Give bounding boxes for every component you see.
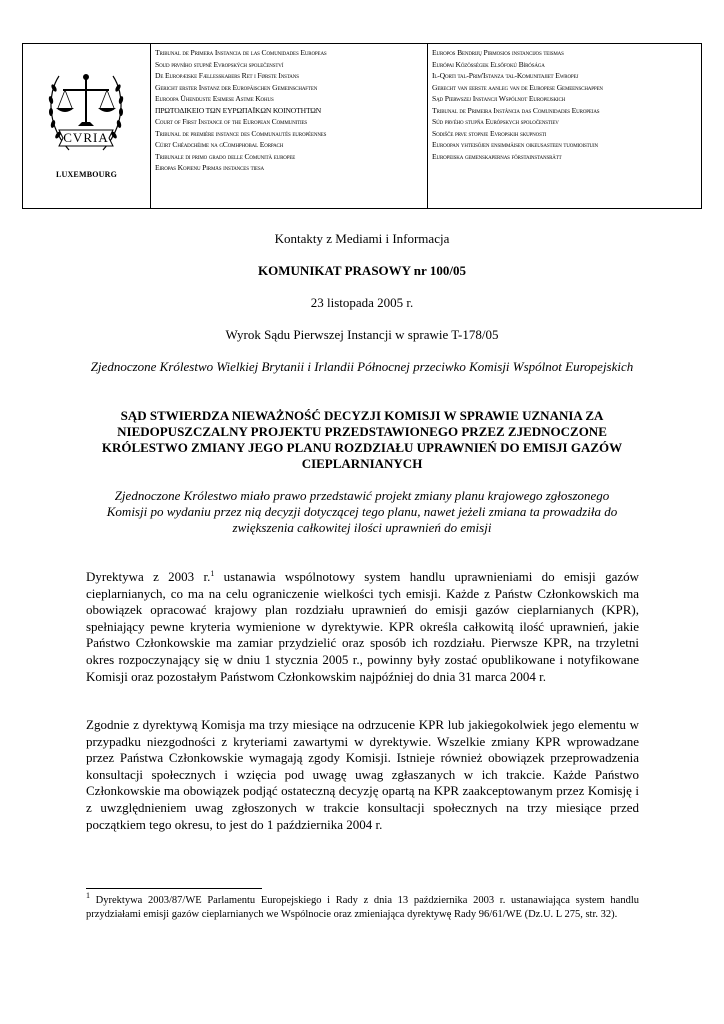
court-names-left: [151, 44, 428, 208]
curia-scales-logo-icon: [45, 64, 127, 166]
footnote-divider: [86, 888, 262, 889]
court-name: Cúirt Chéadchéime na gComhphobal Eorpach: [155, 140, 284, 149]
court-name: ΠΡΩΤΟΔΙΚΕΙΟ ΤΩΝ ΕΥΡΩΠΑΪΚΩΝ ΚΟΙΝΟΤΗΤΩΝ: [155, 105, 322, 115]
press-release-number: KOMUNIKAT PRASOWY nr 100/05: [258, 263, 466, 278]
court-name: Európai Közösségek Elsőfokú Bírósága: [432, 59, 545, 69]
summary: Zjednoczone Królestwo miało prawo przedstawić projekt zmiany planu krajowego zgłoszonego Komisji po wydaniu przez nią decyzji dotyczącej tego planu, nawet jeżeli zmiana ta prowadziła do zwiększenia całkowitej ilości uprawnień do emisji: [106, 488, 618, 535]
case-reference: Wyrok Sądu Pierwszej Instancji w sprawie T-178/05: [225, 327, 499, 342]
court-name: Tribunal de Primera Instancia de las Comunidades Europeas: [155, 48, 327, 57]
court-name: Sodišče prve stopnje Evropskih skupnosti: [432, 128, 547, 138]
footnote-reference: 1: [210, 569, 215, 578]
court-name: Euroopa Ühenduste Esimese Astme Kohus: [155, 94, 274, 103]
court-name: De Europæiske Fællesskabers Ret i Første Instans: [155, 71, 299, 80]
logo-text: CVRIA: [63, 130, 109, 145]
court-names-right: [428, 44, 701, 208]
court-name: Gerecht van eerste aanleg van de Europese Gemeenschappen: [432, 82, 603, 92]
court-name: Soud prvního stupně Evropských společenství: [155, 59, 284, 69]
court-name: Sąd Pierwszej Instancji Wspólnot Europejskich: [432, 94, 566, 103]
paragraph-1: [86, 569, 639, 685]
headline: SĄD STWIERDZA NIEWAŻNOŚĆ DECYZJI KOMISJI W SPRAWIE UZNANIA ZA NIEDOPUSZCZALNY PROJEKTU PRZEDSTAWIONEGO PRZEZ ZJEDNOCZONE KRÓLESTWO ZMIANY JEGO PLANU ROZDZIAŁU UPRAWNIEŃ DO EMISJI GAZÓW CIEPLARNIANYCH: [101, 408, 623, 471]
paragraph-1-start: Dyrektywa z 2003 r.: [86, 569, 211, 584]
court-name: Europos Bendrijų Pirmosios instancijos teismas: [432, 48, 564, 57]
court-name: Tribunal de première instance des Communautés européennes: [155, 128, 327, 138]
court-name: Il-Qorti tal-Prim'Istanza tal-Komunitajiet Ewropej: [432, 71, 579, 80]
court-name: Tribunal de Primeira Instância das Comunidades Europeias: [432, 105, 600, 115]
footnote: [86, 891, 639, 921]
court-name: Gericht erster Instanz der Europäischen Gemeinschaften: [155, 82, 318, 92]
footnote-text: Dyrektywa 2003/87/WE Parlamentu Europejskiego i Rady z dnia 13 października 2003 r. ustanawiająca system handlu przydziałami emisji gazów cieplarnianych we Wspólnocie oraz zmieniająca dyrektywę Rady 96/61/WE (Dz.U. L 275, str. 32).: [86, 895, 639, 920]
court-name: Europeiska gemenskapernas förstainstansrätt: [432, 151, 562, 161]
paragraph-1-rest: ustanawia wspólnotowy system handlu uprawnieniami do emisji gazów cieplarnianych, co ma na celu ograniczenie wielkości tych emisji. Każde z Państw Członkowskich ma obowiązek opracować krajowy plan rozdziału uprawnień do emisji gazów cieplarnianych (KPR), spełniający pewne kryteria wymienione w dyrektywie. KPR określa całkowitą ilość uprawnień, jakie Państwo Członkowskie ma zamiar przydzielić oraz sposób ich rozdziału. Pierwsze KPR, na trzyletni okres rozpoczynający się w dniu 1 stycznia 2005 r., powinny były zostać opublikowane i notyfikowane Komisji oraz pozostałym Państwom Członkowskim najpóźniej do dnia 31 marca 2004 r.: [86, 569, 640, 684]
release-date: 23 listopada 2005 r.: [310, 295, 414, 310]
footnote-number: 1: [86, 891, 90, 900]
court-name: Court of First Instance of the European Communities: [155, 117, 308, 126]
press-unit-label: Kontakty z Mediami i Informacja: [274, 231, 450, 246]
court-name: Euroopan yhteisöjen ensimmäisen oikeusasteen tuomioistuin: [432, 140, 598, 149]
court-logo: [23, 44, 151, 208]
paragraph-2: Zgodnie z dyrektywą Komisja ma trzy miesiące na odrzucenie KPR lub jakiegokolwiek jego elementu w przypadku niezgodności z kryteriami zawartymi w dyrektywie. Wszelkie zmiany KPR wprowadzane przez Państwa Członkowskie wymagają zgody Komisji. Istnieje również obowiązek przeprowadzenia konsultacji społecznych i wzięcia pod uwagę uwag zgłaszanych w ich trakcie. Każde Państwo Członkowskie ma obowiązek podjąć ostateczną decyzję opartą na KPR zaakceptowanym przez Komisję i z uwzględnieniem uwag zgłoszonych w trakcie konsultacji społecznych na trzy miesiące przed początkiem tego okresu, to jest do 1 października 2004 r.: [86, 717, 639, 832]
court-name: Tribunale di primo grado delle Comunità europee: [155, 151, 296, 161]
letterhead: [22, 43, 702, 209]
court-name: Súd prvého stupňa Európskych spoločenstiev: [432, 117, 559, 126]
court-name: Eiropas Kopienu Pirmās instances tiesa: [155, 163, 265, 172]
location-label: LUXEMBOURG: [55, 170, 118, 179]
case-parties: Zjednoczone Królestwo Wielkiej Brytanii i Irlandii Północnej przeciwko Komisji Wspólnot Europejskich: [90, 359, 634, 374]
